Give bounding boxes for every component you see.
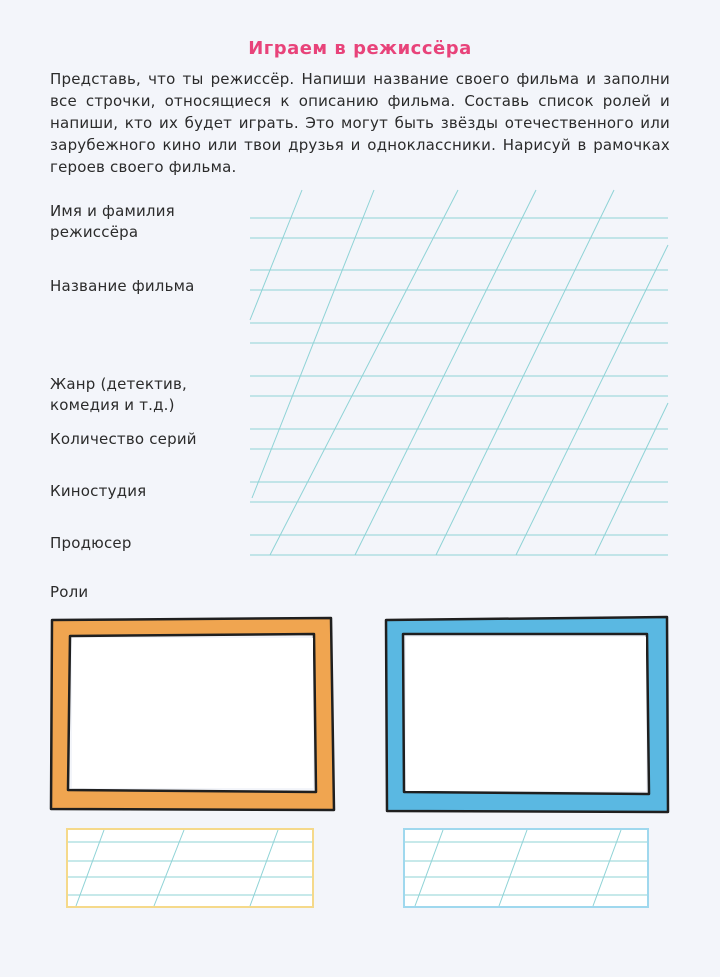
name-box-left[interactable] <box>66 828 316 910</box>
label-film-title: Название фильма <box>50 277 195 295</box>
label-episodes: Количество серий <box>50 430 197 448</box>
label-roles: Роли <box>50 583 89 601</box>
label-producer: Продюсер <box>50 534 132 552</box>
page-title: Играем в режиссёра <box>248 38 472 59</box>
label-director: Имя и фамилия режиссёра <box>50 202 175 241</box>
drawing-frame-right[interactable] <box>381 614 673 816</box>
name-box-right[interactable] <box>403 828 653 910</box>
drawing-frame-left[interactable] <box>46 614 338 814</box>
label-genre: Жанр (детектив, комедия и т.д.) <box>50 375 188 414</box>
instructions-text: Представь, что ты режиссёр. Напиши название своего фильма и заполни все строчки, относящиеся к описанию фильма. Составь список ролей и напиши, кто их будет играть. Это могут быть звёзды отечественного или зарубежного кино или твои друзья и одноклассники. Нарисуй в рамочках героев своего фильма. <box>50 70 670 176</box>
label-studio: Киностудия <box>50 482 147 500</box>
